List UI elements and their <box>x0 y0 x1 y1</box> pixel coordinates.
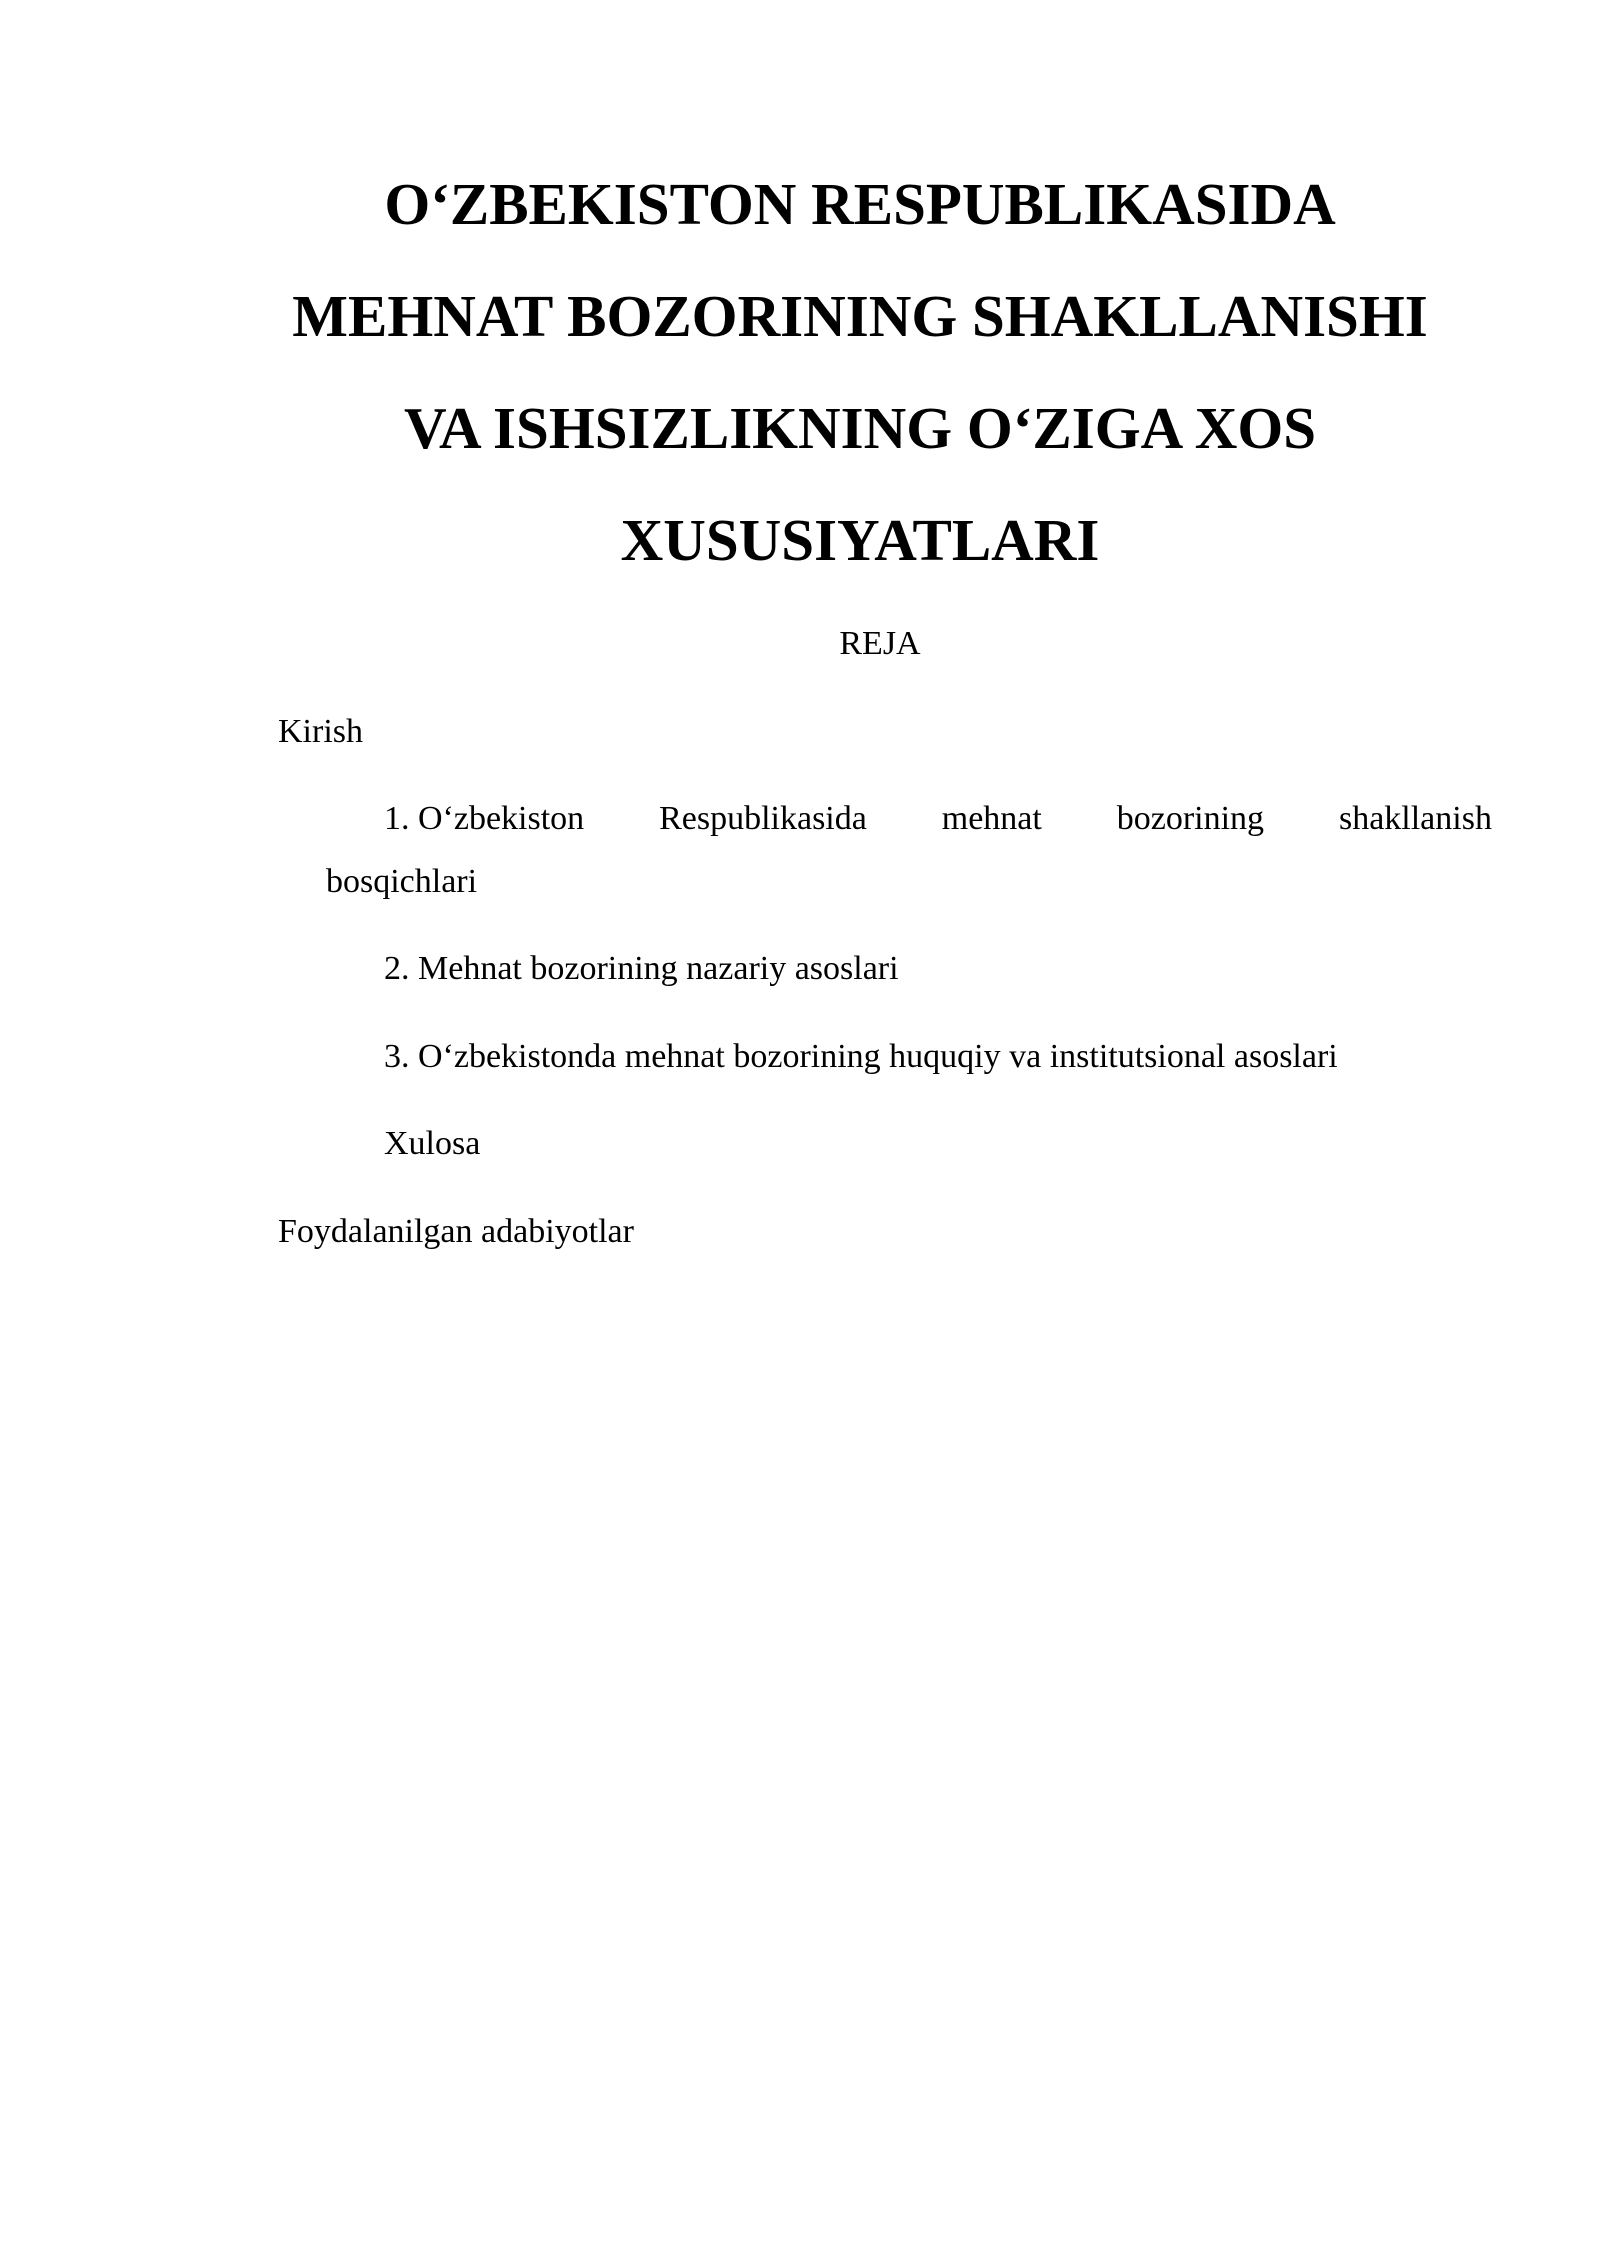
conclusion-item: Xulosa <box>384 1125 481 1162</box>
document-title <box>230 148 1490 596</box>
title-line-1: O‘ZBEKISTON RESPUBLIKASIDA <box>384 171 1336 237</box>
plan-item-1-word: 1. O‘zbekiston <box>384 800 585 837</box>
plan-item-1-word: Respublikasida <box>659 800 867 837</box>
title-line-2: MEHNAT BOZORINING SHAKLLANISHI <box>292 283 1428 349</box>
plan-item-2: 2. Mehnat bozorining nazariy asoslari <box>384 950 899 987</box>
plan-item-1 <box>326 795 1492 906</box>
plan-item-1-first-line <box>326 795 1492 843</box>
intro-item: Kirish <box>278 713 363 750</box>
plan-heading: REJA <box>839 625 921 662</box>
plan-item-1-word: bozorining <box>1116 800 1265 837</box>
references-item: Foydalanilgan adabiyotlar <box>278 1213 634 1250</box>
plan-item-3: 3. O‘zbekistonda mehnat bozorining huquqiy va institutsional asoslari <box>384 1038 1338 1075</box>
plan-item-1-word: shakllanish <box>1338 800 1492 837</box>
title-line-4: XUSUSIYATLARI <box>620 507 1100 573</box>
plan-item-1-second-line: bosqichlari <box>326 863 478 900</box>
plan-item-1-word: mehnat <box>941 800 1042 837</box>
title-line-3: VA ISHSIZLIKNING O‘ZIGA XOS <box>403 395 1317 461</box>
